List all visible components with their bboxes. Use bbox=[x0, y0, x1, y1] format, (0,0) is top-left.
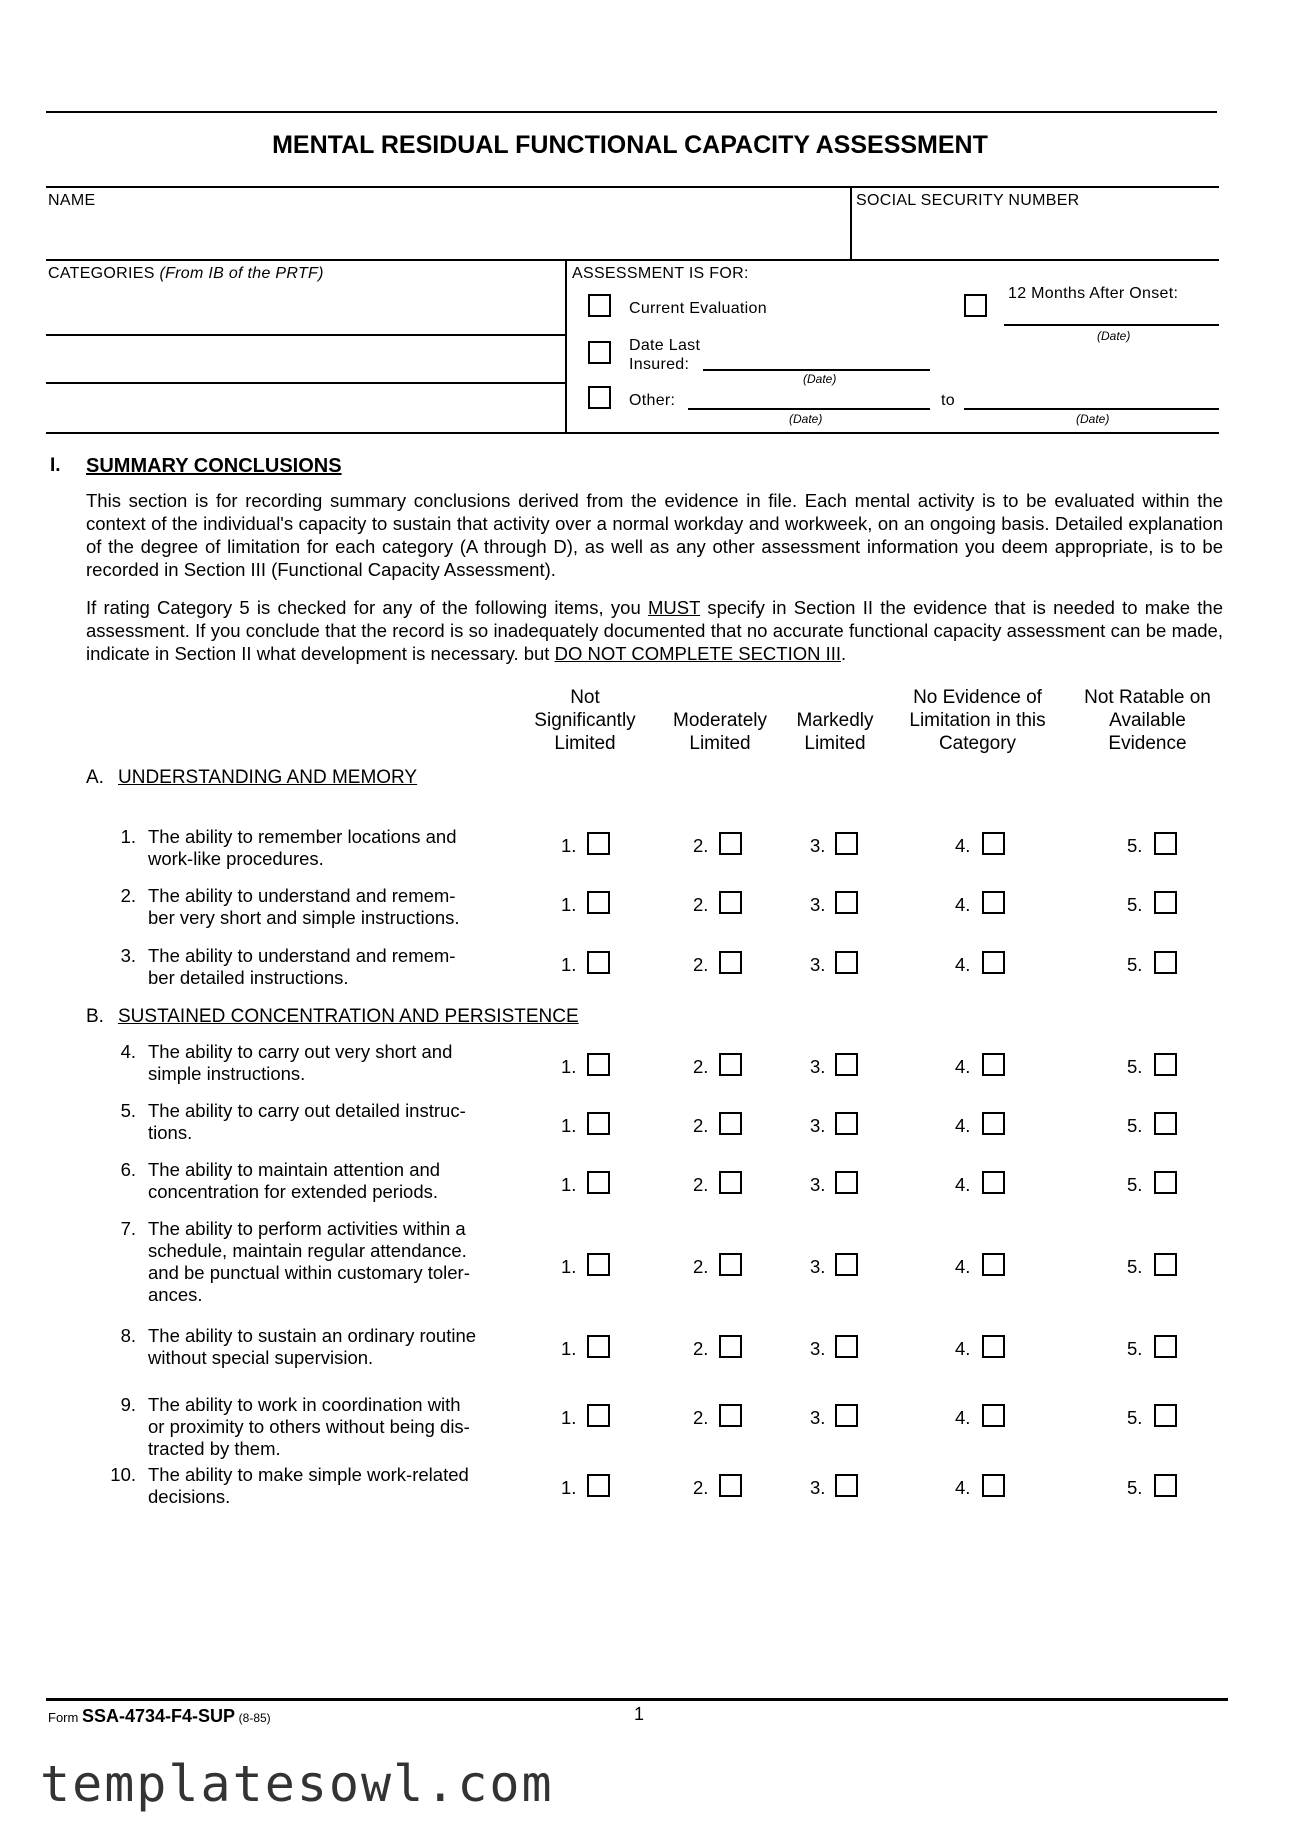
header-rule-1 bbox=[46, 186, 1219, 188]
column-header-5-line-1: Not Ratable on bbox=[1084, 687, 1211, 708]
current-evaluation-checkbox[interactable] bbox=[588, 294, 611, 317]
twelve-months-date-caption: (Date) bbox=[1097, 329, 1131, 343]
rating-5-checkbox[interactable] bbox=[1154, 832, 1177, 855]
rating-1-checkbox[interactable] bbox=[587, 1474, 610, 1497]
twelve-months-date-line[interactable] bbox=[1004, 324, 1219, 326]
item-description-line: The ability to carry out detailed instruc- bbox=[148, 1100, 466, 1121]
rating-number: 2. bbox=[693, 1115, 709, 1136]
rating-5-checkbox[interactable] bbox=[1154, 891, 1177, 914]
rating-number: 4. bbox=[955, 1407, 971, 1428]
item-description bbox=[148, 885, 523, 929]
form-id bbox=[48, 1706, 271, 1727]
item-description-line: The ability to understand and remem- bbox=[148, 885, 456, 906]
rating-number: 4. bbox=[955, 1056, 971, 1077]
column-header-1 bbox=[510, 686, 660, 755]
rating-number: 2. bbox=[693, 1338, 709, 1359]
column-header-1-line-3: Limited bbox=[554, 733, 616, 754]
rating-number: 5. bbox=[1127, 1256, 1143, 1277]
rating-number: 5. bbox=[1127, 894, 1143, 915]
rating-number: 3. bbox=[810, 1407, 826, 1428]
rating-number: 1. bbox=[561, 1477, 577, 1498]
rating-2-checkbox[interactable] bbox=[719, 1404, 742, 1427]
rating-number: 1. bbox=[561, 835, 577, 856]
rating-2-checkbox[interactable] bbox=[719, 832, 742, 855]
rating-3-checkbox[interactable] bbox=[835, 1053, 858, 1076]
para2-part-c: . bbox=[841, 643, 847, 664]
item-description-line: ber detailed instructions. bbox=[148, 967, 349, 988]
para2-part-b: specify in Section II the evidence that is needed to make the assessment. If you conclude that the record is so inadequately documented that no accurate functional capacity assessment can be made, indicate in Section II what development is necessary. but bbox=[86, 597, 1224, 664]
rating-number: 3. bbox=[810, 1477, 826, 1498]
rating-number: 3. bbox=[810, 1256, 826, 1277]
watermark-text: templatesowl.com bbox=[40, 1755, 554, 1813]
rating-4-checkbox[interactable] bbox=[982, 1112, 1005, 1135]
section-b-letter: B. bbox=[86, 1006, 104, 1027]
rating-3-checkbox[interactable] bbox=[835, 1112, 858, 1135]
item-description-line: The ability to sustain an ordinary routine bbox=[148, 1325, 477, 1346]
item-description-line: or proximity to others without being dis- bbox=[148, 1416, 470, 1437]
name-label: NAME bbox=[48, 192, 96, 209]
column-header-2-line-2: Moderately bbox=[673, 710, 767, 731]
page-number: 1 bbox=[634, 1704, 645, 1724]
item-number: 1. bbox=[120, 826, 136, 847]
rating-5-checkbox[interactable] bbox=[1154, 1171, 1177, 1194]
ssn-label: SOCIAL SECURITY NUMBER bbox=[856, 192, 1080, 209]
rating-number: 1. bbox=[561, 954, 577, 975]
column-header-3-line-2: Markedly bbox=[796, 710, 874, 731]
header-divider-1 bbox=[850, 186, 852, 260]
rating-3-checkbox[interactable] bbox=[835, 832, 858, 855]
other-to-caption: (Date) bbox=[1076, 412, 1110, 426]
para2-must: MUST bbox=[648, 597, 701, 618]
rating-number: 2. bbox=[693, 1174, 709, 1195]
rating-number: 1. bbox=[561, 1056, 577, 1077]
item-description-line: The ability to maintain attention and bbox=[148, 1159, 441, 1180]
item-description-line: decisions. bbox=[148, 1486, 231, 1507]
item-description-line: and be punctual within customary toler- bbox=[148, 1262, 470, 1283]
rating-4-checkbox[interactable] bbox=[982, 951, 1005, 974]
rating-2-checkbox[interactable] bbox=[719, 1112, 742, 1135]
rating-2-checkbox[interactable] bbox=[719, 1053, 742, 1076]
rating-4-checkbox[interactable] bbox=[982, 1474, 1005, 1497]
header-rule-3 bbox=[46, 432, 1219, 434]
other-from-caption: (Date) bbox=[789, 412, 823, 426]
rating-number: 1. bbox=[561, 1256, 577, 1277]
section-1-paragraph-2 bbox=[86, 596, 1223, 665]
rating-number: 4. bbox=[955, 1477, 971, 1498]
header-rule-2 bbox=[46, 259, 1219, 261]
column-header-1-line-2: Significantly bbox=[534, 710, 636, 731]
rating-3-checkbox[interactable] bbox=[835, 1171, 858, 1194]
rating-3-checkbox[interactable] bbox=[835, 891, 858, 914]
assessment-for-label: ASSESSMENT IS FOR: bbox=[572, 265, 749, 282]
rating-2-checkbox[interactable] bbox=[719, 951, 742, 974]
rating-number: 3. bbox=[810, 954, 826, 975]
rating-number: 2. bbox=[693, 1256, 709, 1277]
column-header-5 bbox=[1060, 686, 1235, 755]
rating-5-checkbox[interactable] bbox=[1154, 951, 1177, 974]
other-from-line[interactable] bbox=[688, 408, 930, 410]
item-description bbox=[148, 826, 523, 870]
item-number: 5. bbox=[120, 1100, 136, 1121]
rating-5-checkbox[interactable] bbox=[1154, 1474, 1177, 1497]
rating-4-checkbox[interactable] bbox=[982, 1404, 1005, 1427]
other-to-line[interactable] bbox=[964, 408, 1219, 410]
other-to-label: to bbox=[941, 392, 955, 409]
item-description bbox=[148, 1394, 523, 1460]
item-number: 9. bbox=[120, 1394, 136, 1415]
section-1-numeral: I. bbox=[50, 455, 61, 476]
item-description-line: The ability to make simple work-related bbox=[148, 1464, 469, 1485]
item-description-line: The ability to work in coordination with bbox=[148, 1394, 461, 1415]
rating-number: 4. bbox=[955, 894, 971, 915]
categories-label bbox=[48, 265, 324, 283]
item-description-line: tracted by them. bbox=[148, 1438, 281, 1459]
rating-number: 1. bbox=[561, 1338, 577, 1359]
date-last-insured-caption: (Date) bbox=[803, 372, 837, 386]
item-description-line: The ability to carry out very short and bbox=[148, 1041, 453, 1062]
header-divider-2 bbox=[565, 259, 567, 433]
footer-rule bbox=[46, 1698, 1228, 1701]
item-description bbox=[148, 1464, 523, 1508]
rating-number: 1. bbox=[561, 1407, 577, 1428]
form-title: MENTAL RESIDUAL FUNCTIONAL CAPACITY ASSESSMENT bbox=[272, 131, 988, 159]
rating-1-checkbox[interactable] bbox=[587, 951, 610, 974]
rating-3-checkbox[interactable] bbox=[835, 951, 858, 974]
column-header-4-line-2: Limitation in this bbox=[909, 710, 1046, 731]
rating-4-checkbox[interactable] bbox=[982, 1253, 1005, 1276]
item-description bbox=[148, 945, 523, 989]
item-description-line: ances. bbox=[148, 1284, 203, 1305]
rating-3-checkbox[interactable] bbox=[835, 1335, 858, 1358]
rating-number: 2. bbox=[693, 835, 709, 856]
rating-2-checkbox[interactable] bbox=[719, 891, 742, 914]
rating-number: 4. bbox=[955, 1338, 971, 1359]
item-description-line: ber very short and simple instructions. bbox=[148, 907, 460, 928]
column-header-1-line-1: Not bbox=[570, 687, 600, 708]
rating-number: 4. bbox=[955, 1115, 971, 1136]
rating-number: 3. bbox=[810, 894, 826, 915]
rating-1-checkbox[interactable] bbox=[587, 1112, 610, 1135]
rating-number: 3. bbox=[810, 835, 826, 856]
rating-1-checkbox[interactable] bbox=[587, 891, 610, 914]
column-header-5-line-3: Evidence bbox=[1108, 733, 1187, 754]
form-date: (8-85) bbox=[238, 1711, 271, 1725]
item-description-line: The ability to remember locations and bbox=[148, 826, 457, 847]
rating-number: 2. bbox=[693, 1477, 709, 1498]
name-field[interactable] bbox=[48, 212, 843, 258]
rating-number: 1. bbox=[561, 894, 577, 915]
item-description bbox=[148, 1159, 523, 1203]
rating-3-checkbox[interactable] bbox=[835, 1404, 858, 1427]
rating-number: 3. bbox=[810, 1174, 826, 1195]
rating-number: 5. bbox=[1127, 954, 1143, 975]
item-description-line: The ability to perform activities within a bbox=[148, 1218, 466, 1239]
rating-4-checkbox[interactable] bbox=[982, 1335, 1005, 1358]
rating-5-checkbox[interactable] bbox=[1154, 1404, 1177, 1427]
rating-number: 5. bbox=[1127, 1056, 1143, 1077]
column-header-2 bbox=[655, 709, 785, 755]
rating-1-checkbox[interactable] bbox=[587, 1053, 610, 1076]
item-description bbox=[148, 1041, 523, 1085]
form-number: SSA-4734-F4-SUP bbox=[81, 1706, 236, 1726]
form-prefix: Form bbox=[48, 1710, 79, 1725]
rating-2-checkbox[interactable] bbox=[719, 1335, 742, 1358]
item-number: 4. bbox=[120, 1041, 136, 1062]
rating-1-checkbox[interactable] bbox=[587, 1404, 610, 1427]
item-description-line: concentration for extended periods. bbox=[148, 1181, 439, 1202]
rating-4-checkbox[interactable] bbox=[982, 1053, 1005, 1076]
categories-label-text: CATEGORIES bbox=[48, 265, 155, 282]
item-number: 7. bbox=[120, 1218, 136, 1239]
rating-number: 1. bbox=[561, 1174, 577, 1195]
categories-line-1 bbox=[46, 334, 565, 336]
item-description bbox=[148, 1325, 523, 1369]
section-1-paragraph-1: This section is for recording summary conclusions derived from the evidence in file. Each mental activity is to be evaluated within the context of the individual's capacity to sustain that activity over a normal workday and workweek, on an ongoing basis. Detailed explanation of the degree of limitation for each category (A through D), as well as any other assessment information you deem appropriate, is to be recorded in Section III (Functional Capacity Assessment). bbox=[86, 490, 1223, 580]
categories-field[interactable] bbox=[48, 285, 558, 430]
rating-4-checkbox[interactable] bbox=[982, 832, 1005, 855]
rating-number: 4. bbox=[955, 1174, 971, 1195]
item-description bbox=[148, 1218, 523, 1306]
rating-number: 5. bbox=[1127, 1115, 1143, 1136]
rating-5-checkbox[interactable] bbox=[1154, 1335, 1177, 1358]
rating-number: 4. bbox=[955, 835, 971, 856]
twelve-months-checkbox[interactable] bbox=[964, 294, 987, 317]
rating-5-checkbox[interactable] bbox=[1154, 1112, 1177, 1135]
rating-number: 4. bbox=[955, 1256, 971, 1277]
rating-1-checkbox[interactable] bbox=[587, 1253, 610, 1276]
column-header-3-line-3: Limited bbox=[804, 733, 866, 754]
rating-number: 2. bbox=[693, 954, 709, 975]
categories-line-2 bbox=[46, 382, 565, 384]
rating-number: 2. bbox=[693, 894, 709, 915]
rating-number: 5. bbox=[1127, 1338, 1143, 1359]
item-description bbox=[148, 1100, 523, 1144]
rating-2-checkbox[interactable] bbox=[719, 1171, 742, 1194]
para2-do-not-complete: DO NOT COMPLETE SECTION III bbox=[554, 643, 842, 664]
item-number: 10. bbox=[110, 1464, 136, 1485]
rating-5-checkbox[interactable] bbox=[1154, 1253, 1177, 1276]
categories-note: (From IB of the PRTF) bbox=[159, 265, 324, 282]
rating-3-checkbox[interactable] bbox=[835, 1474, 858, 1497]
column-header-5-line-2: Available bbox=[1109, 710, 1186, 731]
twelve-months-label: 12 Months After Onset: bbox=[1008, 285, 1179, 302]
rating-number: 5. bbox=[1127, 1477, 1143, 1498]
column-header-2-line-3: Limited bbox=[689, 733, 751, 754]
rating-5-checkbox[interactable] bbox=[1154, 1053, 1177, 1076]
rating-number: 2. bbox=[693, 1056, 709, 1077]
item-description-line: simple instructions. bbox=[148, 1063, 306, 1084]
section-b-title: SUSTAINED CONCENTRATION AND PERSISTENCE bbox=[118, 1006, 579, 1027]
date-last-insured-label-1: Date Last bbox=[629, 337, 701, 354]
item-number: 2. bbox=[120, 885, 136, 906]
column-header-4-line-3: Category bbox=[938, 733, 1017, 754]
item-description-line: tions. bbox=[148, 1122, 193, 1143]
column-header-3 bbox=[780, 709, 890, 755]
rating-4-checkbox[interactable] bbox=[982, 1171, 1005, 1194]
item-description-line: without special supervision. bbox=[148, 1347, 374, 1368]
item-number: 8. bbox=[120, 1325, 136, 1346]
rating-number: 5. bbox=[1127, 1407, 1143, 1428]
date-last-insured-checkbox[interactable] bbox=[588, 341, 611, 364]
section-1-heading: SUMMARY CONCLUSIONS bbox=[86, 455, 342, 477]
para2-part-a: If rating Category 5 is checked for any of the following items, you bbox=[86, 597, 648, 618]
top-rule bbox=[46, 111, 1217, 113]
column-header-4-line-1: No Evidence of bbox=[913, 687, 1042, 708]
ssn-field[interactable] bbox=[856, 212, 1216, 258]
rating-2-checkbox[interactable] bbox=[719, 1474, 742, 1497]
rating-1-checkbox[interactable] bbox=[587, 1171, 610, 1194]
rating-number: 3. bbox=[810, 1338, 826, 1359]
other-checkbox[interactable] bbox=[588, 386, 611, 409]
current-evaluation-label: Current Evaluation bbox=[629, 300, 767, 317]
section-a-letter: A. bbox=[86, 767, 104, 788]
section-a-title: UNDERSTANDING AND MEMORY bbox=[118, 767, 418, 788]
rating-number: 4. bbox=[955, 954, 971, 975]
rating-number: 3. bbox=[810, 1056, 826, 1077]
rating-number: 2. bbox=[693, 1407, 709, 1428]
item-description-line: schedule, maintain regular attendance. bbox=[148, 1240, 467, 1261]
item-number: 3. bbox=[120, 945, 136, 966]
other-label: Other: bbox=[629, 392, 676, 409]
date-last-insured-label-2: Insured: bbox=[629, 356, 690, 373]
rating-number: 5. bbox=[1127, 835, 1143, 856]
rating-1-checkbox[interactable] bbox=[587, 832, 610, 855]
rating-number: 1. bbox=[561, 1115, 577, 1136]
rating-4-checkbox[interactable] bbox=[982, 891, 1005, 914]
rating-number: 3. bbox=[810, 1115, 826, 1136]
rating-3-checkbox[interactable] bbox=[835, 1253, 858, 1276]
item-description-line: work-like procedures. bbox=[148, 848, 324, 869]
column-header-4 bbox=[890, 686, 1065, 755]
rating-number: 5. bbox=[1127, 1174, 1143, 1195]
item-number: 6. bbox=[120, 1159, 136, 1180]
rating-1-checkbox[interactable] bbox=[587, 1335, 610, 1358]
rating-2-checkbox[interactable] bbox=[719, 1253, 742, 1276]
item-description-line: The ability to understand and remem- bbox=[148, 945, 456, 966]
date-last-insured-line[interactable] bbox=[703, 369, 930, 371]
